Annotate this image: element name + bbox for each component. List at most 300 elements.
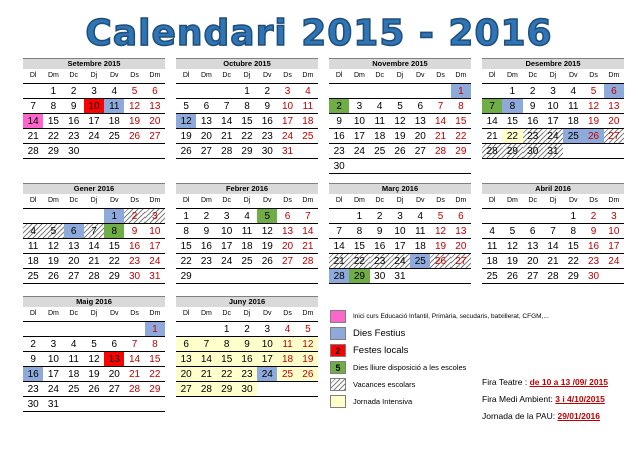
day-cell: 11 (298, 99, 318, 114)
day-cell: 12 (176, 114, 196, 129)
day-cell: 11 (23, 239, 43, 254)
empty-cell (43, 209, 63, 224)
legend-item (330, 359, 630, 376)
day-cell: 22 (145, 367, 165, 382)
day-cell: 8 (145, 337, 165, 352)
empty-cell (370, 84, 390, 99)
weekday-label: Dj (549, 72, 557, 79)
day-cell: 18 (298, 114, 318, 129)
day-cell: 28 (217, 144, 237, 159)
day-cell: 19 (124, 114, 144, 129)
empty-cell (176, 84, 196, 99)
day-cell: 18 (563, 114, 583, 129)
legend-swatch: 2 (330, 344, 346, 357)
weekday-label: Ds (589, 72, 598, 79)
weekday-header (176, 307, 318, 322)
weekday-label: Ds (283, 72, 292, 79)
day-cell: 7 (482, 99, 502, 114)
weekday-label: Dv (263, 72, 272, 79)
legend-swatch (330, 310, 346, 323)
day-cell: 14 (482, 114, 502, 129)
day-cell: 20 (196, 129, 216, 144)
empty-cell (257, 269, 277, 284)
month-name: Gener 2016 (23, 183, 165, 194)
day-cell: 3 (277, 84, 297, 99)
day-cell: 21 (23, 129, 43, 144)
day-cell: 30 (64, 144, 84, 159)
day-cell: 5 (124, 84, 144, 99)
empty-cell (390, 159, 410, 174)
empty-cell (329, 209, 349, 224)
day-cell: 30 (583, 269, 603, 284)
day-cell: 11 (277, 337, 297, 352)
empty-cell (23, 209, 43, 224)
day-cell: 13 (176, 352, 196, 367)
day-cell: 20 (176, 367, 196, 382)
day-cell: 23 (257, 129, 277, 144)
day-cell: 10 (257, 337, 277, 352)
legend-item (330, 325, 630, 342)
weekday-label: Ds (283, 197, 292, 204)
day-cell: 26 (583, 129, 603, 144)
day-cell: 16 (64, 114, 84, 129)
day-cell: 21 (124, 367, 144, 382)
day-cell: 24 (84, 129, 104, 144)
weekday-header (23, 194, 165, 209)
day-cell: 20 (604, 114, 624, 129)
day-cell: 15 (217, 352, 237, 367)
empty-cell (196, 84, 216, 99)
empty-cell (217, 84, 237, 99)
day-cell: 25 (563, 129, 583, 144)
day-cell: 26 (390, 144, 410, 159)
day-cell: 12 (502, 239, 522, 254)
day-cell: 14 (298, 224, 318, 239)
day-grid (482, 209, 624, 284)
day-cell: 10 (84, 99, 104, 114)
day-cell: 21 (196, 367, 216, 382)
day-cell: 3 (604, 209, 624, 224)
day-cell: 16 (329, 129, 349, 144)
day-cell: 21 (430, 129, 450, 144)
weekday-label: Dm (302, 310, 314, 317)
day-cell: 17 (217, 239, 237, 254)
day-cell: 13 (196, 114, 216, 129)
month-calendar (329, 58, 471, 174)
month-calendar (329, 183, 471, 284)
weekday-label: Dc (528, 197, 537, 204)
day-cell: 17 (145, 239, 165, 254)
day-cell: 19 (84, 367, 104, 382)
empty-cell (196, 269, 216, 284)
weekday-label: Dm (200, 310, 212, 317)
day-cell: 20 (145, 114, 165, 129)
legend-swatch: 5 (330, 361, 346, 374)
day-cell: 30 (23, 397, 43, 412)
empty-cell (104, 397, 124, 412)
day-cell: 2 (329, 99, 349, 114)
day-cell: 1 (176, 209, 196, 224)
day-cell: 1 (451, 84, 471, 99)
day-cell: 7 (329, 224, 349, 239)
weekday-label: Dm (47, 310, 59, 317)
day-cell: 29 (563, 269, 583, 284)
day-cell: 26 (502, 269, 522, 284)
empty-cell (482, 84, 502, 99)
empty-cell (451, 159, 471, 174)
day-cell: 10 (217, 224, 237, 239)
day-cell: 25 (298, 129, 318, 144)
day-cell: 22 (563, 254, 583, 269)
day-cell: 21 (84, 254, 104, 269)
day-cell: 18 (370, 129, 390, 144)
day-cell: 27 (176, 382, 196, 397)
day-cell: 5 (298, 322, 318, 337)
day-cell: 6 (604, 84, 624, 99)
day-cell: 25 (277, 367, 297, 382)
legend-label: Inici curs Educació Infantil, Primària, secudaris, batxillerat, CFGM,... (353, 313, 549, 320)
day-cell: 1 (349, 209, 369, 224)
day-cell: 6 (104, 337, 124, 352)
day-cell: 19 (176, 129, 196, 144)
day-cell: 14 (430, 114, 450, 129)
day-cell: 9 (329, 114, 349, 129)
day-cell: 24 (604, 254, 624, 269)
month-calendar (23, 296, 165, 412)
weekday-header (176, 194, 318, 209)
day-cell: 20 (64, 254, 84, 269)
day-cell: 1 (237, 84, 257, 99)
day-cell: 7 (23, 99, 43, 114)
day-cell: 29 (217, 382, 237, 397)
day-cell: 19 (430, 239, 450, 254)
day-cell: 3 (84, 84, 104, 99)
day-cell: 6 (451, 209, 471, 224)
legend-item (330, 308, 630, 325)
day-cell: 10 (543, 99, 563, 114)
day-cell: 9 (196, 224, 216, 239)
weekday-header (482, 194, 624, 209)
day-cell: 10 (349, 114, 369, 129)
day-cell: 30 (523, 144, 543, 159)
day-grid (23, 209, 165, 284)
empty-cell (298, 382, 318, 397)
day-cell: 22 (502, 129, 522, 144)
empty-cell (410, 269, 430, 284)
day-cell: 18 (482, 254, 502, 269)
empty-cell (277, 269, 297, 284)
weekday-label: Dv (110, 72, 119, 79)
day-cell: 18 (237, 239, 257, 254)
day-cell: 1 (563, 209, 583, 224)
month-name: Febrer 2016 (176, 183, 318, 194)
empty-cell (604, 144, 624, 159)
day-cell: 13 (145, 99, 165, 114)
empty-cell (217, 269, 237, 284)
day-cell: 25 (23, 269, 43, 284)
day-cell: 4 (410, 209, 430, 224)
day-cell: 2 (23, 337, 43, 352)
empty-cell (104, 322, 124, 337)
day-grid (176, 84, 318, 159)
day-cell: 23 (523, 129, 543, 144)
day-cell: 8 (451, 99, 471, 114)
weekday-label: Dm (302, 197, 314, 204)
day-cell: 10 (145, 224, 165, 239)
weekday-label: Dl (488, 72, 496, 79)
day-cell: 24 (217, 254, 237, 269)
day-cell: 9 (23, 352, 43, 367)
empty-cell (430, 159, 450, 174)
month-name: Abril 2016 (482, 183, 624, 194)
day-cell: 21 (482, 129, 502, 144)
day-cell: 5 (257, 209, 277, 224)
day-grid (176, 322, 318, 397)
day-cell: 16 (124, 239, 144, 254)
weekday-label: Dl (182, 72, 190, 79)
empty-cell (563, 144, 583, 159)
day-cell: 15 (451, 114, 471, 129)
day-cell: 29 (43, 144, 63, 159)
day-cell: 29 (349, 269, 369, 284)
day-cell: 10 (277, 99, 297, 114)
day-cell: 9 (523, 99, 543, 114)
day-cell: 7 (543, 224, 563, 239)
day-cell: 15 (43, 114, 63, 129)
weekday-label: Ds (436, 197, 445, 204)
day-cell: 6 (410, 99, 430, 114)
day-cell: 28 (430, 144, 450, 159)
jornada-pau-label: Jornada de la PAU: (482, 411, 556, 421)
weekday-label: Dl (29, 197, 37, 204)
legend-swatch (330, 327, 346, 340)
day-cell: 20 (451, 239, 471, 254)
day-cell: 16 (196, 239, 216, 254)
day-cell: 11 (237, 224, 257, 239)
weekday-label: Dj (243, 197, 251, 204)
day-cell: 27 (104, 382, 124, 397)
day-cell: 25 (64, 382, 84, 397)
day-cell: 10 (390, 224, 410, 239)
month-calendar (176, 296, 318, 397)
day-cell: 15 (104, 239, 124, 254)
empty-cell (523, 209, 543, 224)
day-cell: 19 (390, 129, 410, 144)
day-cell: 15 (502, 114, 522, 129)
day-cell: 4 (482, 224, 502, 239)
weekday-label: Ds (283, 310, 292, 317)
day-cell: 16 (583, 239, 603, 254)
day-cell: 30 (370, 269, 390, 284)
weekday-label: Dc (69, 72, 78, 79)
day-cell: 18 (410, 239, 430, 254)
day-cell: 8 (502, 99, 522, 114)
month-name: Març 2016 (329, 183, 471, 194)
day-cell: 28 (23, 144, 43, 159)
day-cell: 31 (145, 269, 165, 284)
weekday-label: Dc (375, 72, 384, 79)
day-cell: 30 (124, 269, 144, 284)
day-cell: 16 (257, 114, 277, 129)
day-cell: 24 (349, 144, 369, 159)
empty-cell (84, 322, 104, 337)
empty-cell (176, 322, 196, 337)
empty-cell (430, 84, 450, 99)
weekday-label: Dl (335, 72, 343, 79)
day-cell: 28 (196, 382, 216, 397)
empty-cell (277, 382, 297, 397)
day-cell: 9 (257, 99, 277, 114)
day-cell: 13 (277, 224, 297, 239)
day-cell: 29 (502, 144, 522, 159)
day-cell: 31 (390, 269, 410, 284)
month-calendar (23, 183, 165, 284)
weekday-label: Dv (416, 72, 425, 79)
day-cell: 22 (217, 367, 237, 382)
jornada-pau (482, 411, 632, 421)
empty-cell (329, 84, 349, 99)
weekday-label: Dv (110, 310, 119, 317)
day-cell: 18 (23, 254, 43, 269)
day-cell: 16 (23, 367, 43, 382)
empty-cell (543, 209, 563, 224)
day-cell: 21 (329, 254, 349, 269)
day-cell: 4 (64, 337, 84, 352)
day-cell: 30 (257, 144, 277, 159)
day-cell: 4 (277, 322, 297, 337)
weekday-header (176, 69, 318, 84)
day-cell: 27 (145, 129, 165, 144)
day-cell: 23 (196, 254, 216, 269)
weekday-label: Dl (29, 310, 37, 317)
empty-cell (64, 209, 84, 224)
weekday-label: Dv (263, 310, 272, 317)
day-cell: 3 (543, 84, 563, 99)
day-cell: 22 (176, 254, 196, 269)
day-cell: 11 (563, 99, 583, 114)
empty-cell (145, 397, 165, 412)
weekday-label: Dc (69, 197, 78, 204)
empty-cell (145, 144, 165, 159)
month-name: Juny 2016 (176, 296, 318, 307)
empty-cell (64, 397, 84, 412)
day-cell: 26 (430, 254, 450, 269)
day-cell: 13 (410, 114, 430, 129)
day-cell: 13 (604, 99, 624, 114)
day-cell: 27 (277, 254, 297, 269)
day-cell: 23 (23, 382, 43, 397)
empty-cell (84, 397, 104, 412)
jornada-pau-date: 29/01/2016 (557, 411, 601, 421)
empty-cell (583, 144, 603, 159)
day-cell: 27 (64, 269, 84, 284)
day-cell: 5 (43, 224, 63, 239)
day-cell: 25 (104, 129, 124, 144)
day-cell: 7 (298, 209, 318, 224)
day-cell: 23 (237, 367, 257, 382)
weekday-label: Dv (569, 72, 578, 79)
day-cell: 26 (43, 269, 63, 284)
day-cell: 19 (502, 254, 522, 269)
weekday-label: Dm (608, 197, 620, 204)
day-cell: 1 (43, 84, 63, 99)
day-cell: 31 (277, 144, 297, 159)
day-cell: 12 (84, 352, 104, 367)
day-cell: 14 (329, 239, 349, 254)
empty-cell (370, 159, 390, 174)
empty-cell (349, 159, 369, 174)
day-cell: 24 (145, 254, 165, 269)
day-cell: 19 (583, 114, 603, 129)
month-calendar (23, 58, 165, 159)
empty-cell (604, 269, 624, 284)
day-cell: 18 (64, 367, 84, 382)
day-cell: 2 (523, 84, 543, 99)
day-cell: 14 (124, 352, 144, 367)
day-cell: 29 (176, 269, 196, 284)
fira-teatre-date: de 10 a 13 /09/ 2015 (529, 377, 609, 387)
day-cell: 14 (196, 352, 216, 367)
weekday-label: Dc (69, 310, 78, 317)
day-cell: 5 (390, 99, 410, 114)
weekday-label: Ds (130, 197, 139, 204)
weekday-label: Dm (608, 72, 620, 79)
day-cell: 8 (237, 99, 257, 114)
day-cell: 25 (410, 254, 430, 269)
empty-cell (257, 382, 277, 397)
day-grid (23, 322, 165, 412)
day-cell: 14 (217, 114, 237, 129)
day-cell: 25 (482, 269, 502, 284)
day-cell: 24 (257, 367, 277, 382)
empty-cell (390, 84, 410, 99)
weekday-label: Dj (396, 197, 404, 204)
day-cell: 17 (390, 239, 410, 254)
weekday-label: Dm (506, 197, 518, 204)
day-cell: 25 (237, 254, 257, 269)
day-cell: 17 (43, 367, 63, 382)
day-cell: 27 (523, 269, 543, 284)
weekday-label: Ds (436, 72, 445, 79)
day-cell: 12 (298, 337, 318, 352)
day-cell: 3 (390, 209, 410, 224)
weekday-label: Dc (528, 72, 537, 79)
day-cell: 24 (390, 254, 410, 269)
empty-cell (84, 144, 104, 159)
day-cell: 6 (277, 209, 297, 224)
day-cell: 4 (23, 224, 43, 239)
day-cell: 9 (124, 224, 144, 239)
day-cell: 22 (237, 129, 257, 144)
day-cell: 10 (604, 224, 624, 239)
weekday-label: Dc (375, 197, 384, 204)
day-cell: 3 (217, 209, 237, 224)
day-cell: 2 (370, 209, 390, 224)
day-cell: 28 (124, 382, 144, 397)
legend-label: Dies Festius (353, 328, 406, 339)
legend-label: Dies lliure disposició a les escoles (353, 363, 467, 372)
day-cell: 30 (329, 159, 349, 174)
day-cell: 13 (523, 239, 543, 254)
weekday-label: Dm (47, 197, 59, 204)
day-cell: 26 (84, 382, 104, 397)
day-cell: 11 (64, 352, 84, 367)
day-cell: 18 (104, 114, 124, 129)
empty-cell (237, 269, 257, 284)
day-cell: 4 (237, 209, 257, 224)
day-cell: 7 (430, 99, 450, 114)
day-cell: 18 (277, 352, 297, 367)
